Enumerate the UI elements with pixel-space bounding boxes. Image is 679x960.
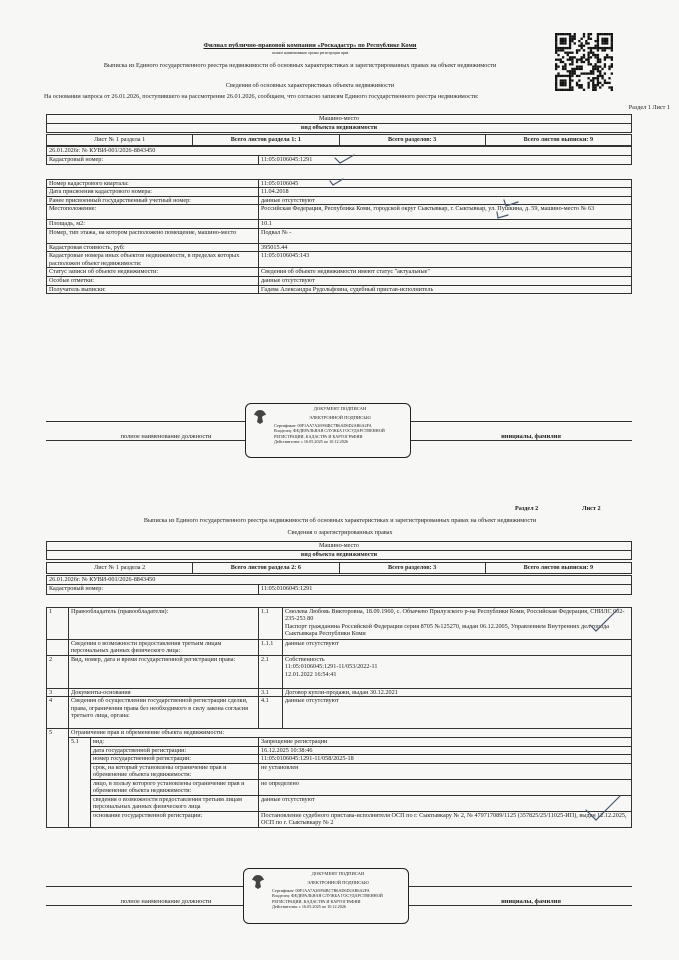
row-number: 4 <box>47 697 69 729</box>
emblem-icon <box>252 408 268 426</box>
row-value: данные отсутствуют <box>259 196 632 204</box>
stamp-validity: Действителен: с 16.05.2025 по 10.12.2026 <box>274 439 349 445</box>
extract-reference: 26.01.2026г. № КУВИ-001/2026-8843450 <box>47 147 632 156</box>
rights-row <box>47 697 632 729</box>
row-value: Российская Федерация, Республика Коми, городской округ Сыктывкар, г. Сыктывкар, ул. Пушкина, д. 59, машино-место № 63 <box>259 205 632 220</box>
row-value: данные отсутствуют <box>283 640 632 656</box>
object-header-table <box>46 114 632 133</box>
stamp-title: ДОКУМЕНТ ПОДПИСАН <box>311 871 365 876</box>
row-label: вид: <box>91 738 259 746</box>
sheet-info-table <box>46 134 632 146</box>
extract-subtitle: Сведения об основных характеристиках объекта недвижимости <box>225 82 395 89</box>
position-label: полное наименование должности <box>120 433 212 440</box>
encumbrance-row <box>47 755 632 763</box>
row-number <box>47 640 69 656</box>
row-label: лицо, в пользу которого установлены ограничение прав и обременение объекта недвижимости: <box>91 779 259 795</box>
rights-subtitle: Сведения о зарегистрированных правах <box>287 529 393 536</box>
characteristic-row <box>47 228 632 243</box>
characteristic-row <box>47 180 632 188</box>
sheets-in-section-2: Всего листов раздела 2: 6 <box>193 563 339 574</box>
row-label: Местоположение: <box>47 205 259 220</box>
stamp-validity: Действителен: с 16.05.2025 по 10.12.2026 <box>272 904 347 910</box>
row-value: 11:05:0106045:143 <box>259 252 632 268</box>
stamp-title: ДОКУМЕНТ ПОДПИСАН <box>313 406 367 411</box>
characteristics-table <box>46 179 632 294</box>
row-label: Сведения об осуществлении государственной регистрации сделки, права, ограничения права без необходимого в силу закона согласия третьего лица, органа: <box>69 697 259 729</box>
stamp-owner: Владелец: ФЕДЕРАЛЬНАЯ СЛУЖБА ГОСУДАРСТВЕННОЙ <box>274 428 385 434</box>
row-value: 11:05:0106045:1291-11/058/2025-18 <box>259 755 632 763</box>
row-value: не определено <box>259 779 632 795</box>
characteristic-row <box>47 277 632 285</box>
cadastral-table-2 <box>46 575 632 595</box>
stamp-owner-2: РЕГИСТРАЦИИ, КАДАСТРА И КАРТОГРАФИИ <box>272 898 361 904</box>
row-label: дата государственной регистрации: <box>91 746 259 754</box>
row-number: 3 <box>47 689 69 697</box>
qr-code <box>555 33 613 91</box>
sheet-2-label: Лист 2 <box>582 505 601 512</box>
cadastral-label-2: Кадастровый номер: <box>47 585 259 595</box>
object-type-label-2: вид объекта недвижимости <box>47 551 632 560</box>
section-label: Раздел 1 Лист 1 <box>628 104 670 111</box>
e-signature-stamp <box>245 403 411 458</box>
encumbrance-row <box>47 779 632 795</box>
sheet-number: Лист № 1 раздела 1 <box>47 135 193 146</box>
row-subnumber: 1.1 <box>259 608 283 640</box>
characteristic-row <box>47 285 632 293</box>
object-type-2: Машино-место <box>47 542 632 551</box>
characteristic-row <box>47 205 632 220</box>
encumbrance-row <box>47 811 632 827</box>
rights-row <box>47 640 632 656</box>
object-type-label: вид объекта недвижимости <box>47 124 632 133</box>
characteristic-row <box>47 188 632 196</box>
row-value: Собственность 11:05:0106045:1291-11/053/2022-11 12.01.2022 16:54:41 <box>283 656 632 689</box>
row-value: 10.1 <box>259 220 632 228</box>
request-intro: На основании запроса от 26.01.2026, поступившего на рассмотрение 26.01.2026, сообщаем, что согласно записям Единого государственного реестра недвижимости: <box>44 93 479 100</box>
row-label: основание государственной регистрации: <box>91 811 259 827</box>
row-number: 1 <box>47 608 69 640</box>
row-label: Статус записи об объекте недвижимости: <box>47 268 259 277</box>
sheet-info-table-2 <box>46 562 632 574</box>
encumbrance-row <box>47 763 632 779</box>
row-label: Кадастровые номера иных объектов недвижимости, в пределах которых расположен объект недвижимости: <box>47 252 259 268</box>
cadastral-number-2: 11:05:0106045:1291 <box>259 585 632 595</box>
object-header-table-2 <box>46 541 632 560</box>
row-subnumber: 1.1.1 <box>259 640 283 656</box>
sheet-number-2: Лист № 1 раздела 2 <box>47 563 193 574</box>
object-type: Машино-место <box>47 115 632 124</box>
position-label-2: полное наименование должности <box>120 898 212 905</box>
stamp-certificate: Сертификат: 00F1AA7A26994BC7B6AD6D2AB6A2FA <box>274 422 372 428</box>
org-name: Филиал публично-правовой компании «Роскадастр» по Республике Коми <box>203 42 417 49</box>
row-number: 2 <box>47 656 69 689</box>
row-label: Кадастровая стоимость, руб: <box>47 243 259 251</box>
encumbrance-row <box>47 746 632 754</box>
row-label: Вид, номер, дата и время государственной регистрации права: <box>69 656 259 689</box>
row-label: Документы-основания <box>69 689 259 697</box>
stamp-owner-2: РЕГИСТРАЦИИ, КАДАСТРА И КАРТОГРАФИИ <box>274 433 363 439</box>
name-label-2: инициалы, фамилия <box>501 898 561 905</box>
cadastral-table <box>46 146 632 165</box>
row-label: Сведения о возможности предоставления третьим лицам персональных данных физического лица: <box>69 640 259 656</box>
extract-title-2: Выписка из Единого государственного реестра недвижимости об основных характеристиках и зарегистрированных правах на объект недвижимости <box>143 517 537 524</box>
stamp-subtitle: ЭЛЕКТРОННОЙ ПОДПИСЬЮ <box>307 879 369 885</box>
row-value: 395015.44 <box>259 243 632 251</box>
row-value: Смолева Любовь Викторовна, 18.09.1960, с. Объячево Прилузского р-на Республики Коми, Российская Федерация, СНИЛС 002-235-253 80 Паспорт гражданина Российской Федерации серия 8705 №125270, выдан 06.12.2005, Управлением Внутренних дел города Сыктывкара Республики Коми <box>283 608 632 640</box>
extract-title: Выписка из Единого государственного реестра недвижимости об основных характеристиках и зарегистрированных правах на объект недвижимости <box>103 62 497 69</box>
e-signature-stamp-2 <box>243 868 409 924</box>
row-label: номер государственной регистрации: <box>91 755 259 763</box>
org-name-caption: полное наименование органа регистрации прав <box>271 51 349 55</box>
row-subnumber: 3.1 <box>259 689 283 697</box>
encumbrance-subnumber: 5.1 <box>69 738 91 827</box>
row-label: сведения о возможности предоставления третьим лицам персональных данных физического лица <box>91 795 259 811</box>
rights-row <box>47 689 632 697</box>
extract-reference-2: 26.01.2026г. № КУВИ-001/2026-8843450 <box>47 576 632 585</box>
rights-row <box>47 608 632 640</box>
encumbrance-row <box>47 738 632 746</box>
row-label: Площадь, м2: <box>47 220 259 228</box>
row-value: данные отсутствуют <box>283 697 632 729</box>
row-value: 11.04.2018 <box>259 188 632 196</box>
emblem-icon <box>250 873 266 891</box>
rights-table <box>46 607 632 828</box>
sections-total: Всего разделов: 3 <box>339 135 485 146</box>
stamp-owner: Владелец: ФЕДЕРАЛЬНАЯ СЛУЖБА ГОСУДАРСТВЕННОЙ <box>272 893 383 899</box>
row-value: Подвал № - <box>259 228 632 243</box>
cadastral-number: 11:05:0106045:1291 <box>259 156 632 165</box>
row-label: Получатель выписки: <box>47 285 259 293</box>
row-value: Сведения об объекте недвижимости имеют статус "актуальные" <box>259 268 632 277</box>
row-value: Договор купли-продажи, выдан 30.12.2021 <box>283 689 632 697</box>
row-label: Особые отметки: <box>47 277 259 285</box>
row-subnumber: 4.1 <box>259 697 283 729</box>
row-value: 11:05:0106045 <box>259 180 632 188</box>
sheets-total: Всего листов выписки: 9 <box>485 135 631 146</box>
row-label: Дата присвоения кадастрового номера: <box>47 188 259 196</box>
sheets-in-section: Всего листов раздела 1: 1 <box>193 135 339 146</box>
rights-row <box>47 656 632 689</box>
characteristic-row <box>47 252 632 268</box>
row-value: данные отсутствуют <box>259 795 632 811</box>
row-value: 16.12.2025 10:38:46 <box>259 746 632 754</box>
row-label: срок, на который установлены ограничение прав и обременение объекта недвижимости: <box>91 763 259 779</box>
stamp-subtitle: ЭЛЕКТРОННОЙ ПОДПИСЬЮ <box>309 414 371 420</box>
row-value: данные отсутствуют <box>259 277 632 285</box>
cadastral-label: Кадастровый номер: <box>47 156 259 165</box>
characteristic-row <box>47 243 632 251</box>
row-value: не установлен <box>259 763 632 779</box>
name-label: инициалы, фамилия <box>501 433 561 440</box>
row-subnumber: 2.1 <box>259 656 283 689</box>
characteristic-row <box>47 220 632 228</box>
row-value: Запрещение регистрации <box>259 738 632 746</box>
row-number: 5 <box>47 729 69 827</box>
sections-total-2: Всего разделов: 3 <box>339 563 485 574</box>
characteristic-row <box>47 196 632 204</box>
sheets-total-2: Всего листов выписки: 9 <box>485 563 631 574</box>
row-label: Правообладатель (правообладатели): <box>69 608 259 640</box>
stamp-certificate: Сертификат: 00F1AA7A26994BC7B6AD6D2AB6A2FA <box>272 887 370 893</box>
row-value: Постановление судебного пристава-исполнителя ОСП по г. Сыктывкару № 2, № 479717089/1125 (357825/25/11025-ИП), выдан 12.12.2025, ОСП по г. Сыктывкару № 2 <box>259 811 632 827</box>
section-2-label: Раздел 2 <box>515 505 539 512</box>
encumbrance-label: Ограничение прав и обременение объекта недвижимости: <box>69 729 632 738</box>
row-label: Номер, тип этажа, на котором расположено помещение, машино-место <box>47 228 259 243</box>
row-value: Гадева Александра Рудольфовна, судебный пристав-исполнитель <box>259 285 632 293</box>
characteristic-row <box>47 268 632 277</box>
encumbrance-row <box>47 795 632 811</box>
row-label: Ранее присвоенный государственный учетный номер: <box>47 196 259 204</box>
row-label: Номер кадастрового квартала: <box>47 180 259 188</box>
